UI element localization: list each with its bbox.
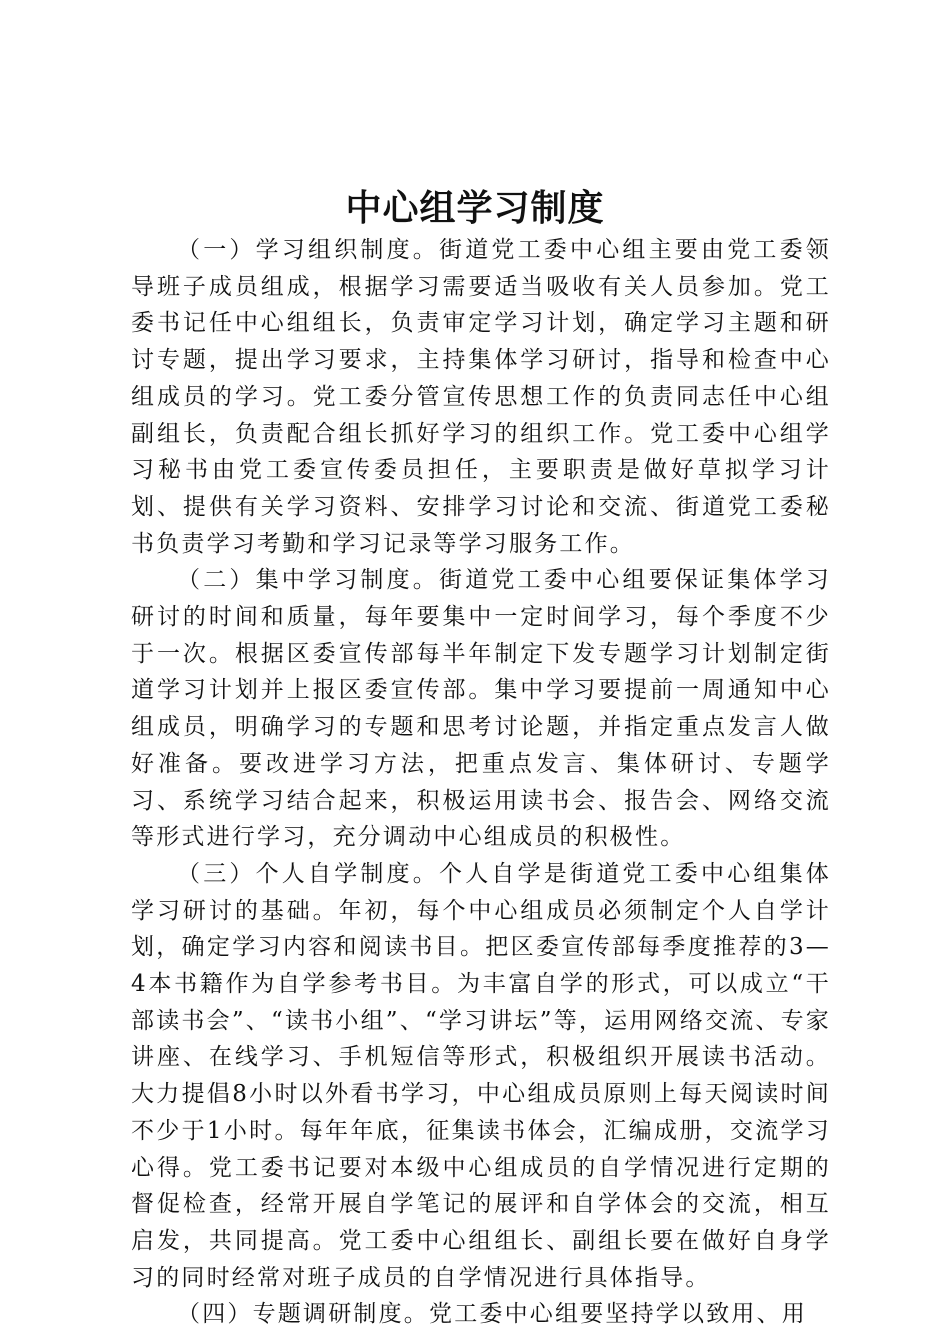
paragraph-special-research: （四）专题调研制度。党工委中心组要坚持学以致用、用 — [177, 1301, 807, 1328]
paragraph-centralized-study: （二）集中学习制度。街道党工委中心组要保证集体学习研讨的时间和质量，每年要集中一定时间学习，每个季度不少于一次。根据区委宣传部每半年制定下发专题学习计划制定街道学习计划并上报区委宣传部。集中学习要提前一周通知中心组成员，明确学习的专题和思考讨论题，并指定重点发言人做好准备。要改进学习方法，把重点发言、集体研讨、专题学习、系统学习结合起来，积极运用读书会、报告会、网络交流等形式进行学习，充分调动中心组成员的积极性。 — [131, 567, 831, 851]
paragraph-study-organization: （一）学习组织制度。街道党工委中心组主要由党工委领导班子成员组成，根据学习需要适当吸收有关人员参加。党工委书记任中心组组长，负责审定学习计划，确定学习主题和研讨专题，提出学习要求，主持集体学习研讨，指导和检查中心组成员的学习。党工委分管宣传思想工作的负责同志任中心组副组长，负责配合组长抓好学习的组织工作。党工委中心组学习秘书由党工委宣传委员担任，主要职责是做好草拟学习计划、提供有关学习资料、安排学习讨论和交流、街道党工委秘书负责学习考勤和学习记录等学习服务工作。 — [131, 237, 831, 557]
paragraph-self-study: （三）个人自学制度。个人自学是街道党工委中心组集体学习研讨的基础。年初，每个中心组成员必须制定个人自学计划，确定学习内容和阅读书目。把区委宣传部每季度推荐的3—4本书籍作为自学参考书目。为丰富自学的形式，可以成立“干部读书会”、“读书小组”、“学习讲坛”等，运用网络交流、专家讲座、在线学习、手机短信等形式，积极组织开展读书活动。大力提倡8小时以外看书学习，中心组成员原则上每天阅读时间不少于1小时。每年年底，征集读书体会，汇编成册，交流学习心得。党工委书记要对本级中心组成员的自学情况进行定期的督促检查，经常开展自学笔记的展评和自学体会的交流，相互启发，共同提高。党工委中心组组长、副组长要在做好自身学习的同时经常对班子成员的自学情况进行具体指导。 — [131, 860, 831, 1291]
document-title: 中心组学习制度 — [345, 187, 605, 229]
document-body — [131, 232, 831, 1333]
